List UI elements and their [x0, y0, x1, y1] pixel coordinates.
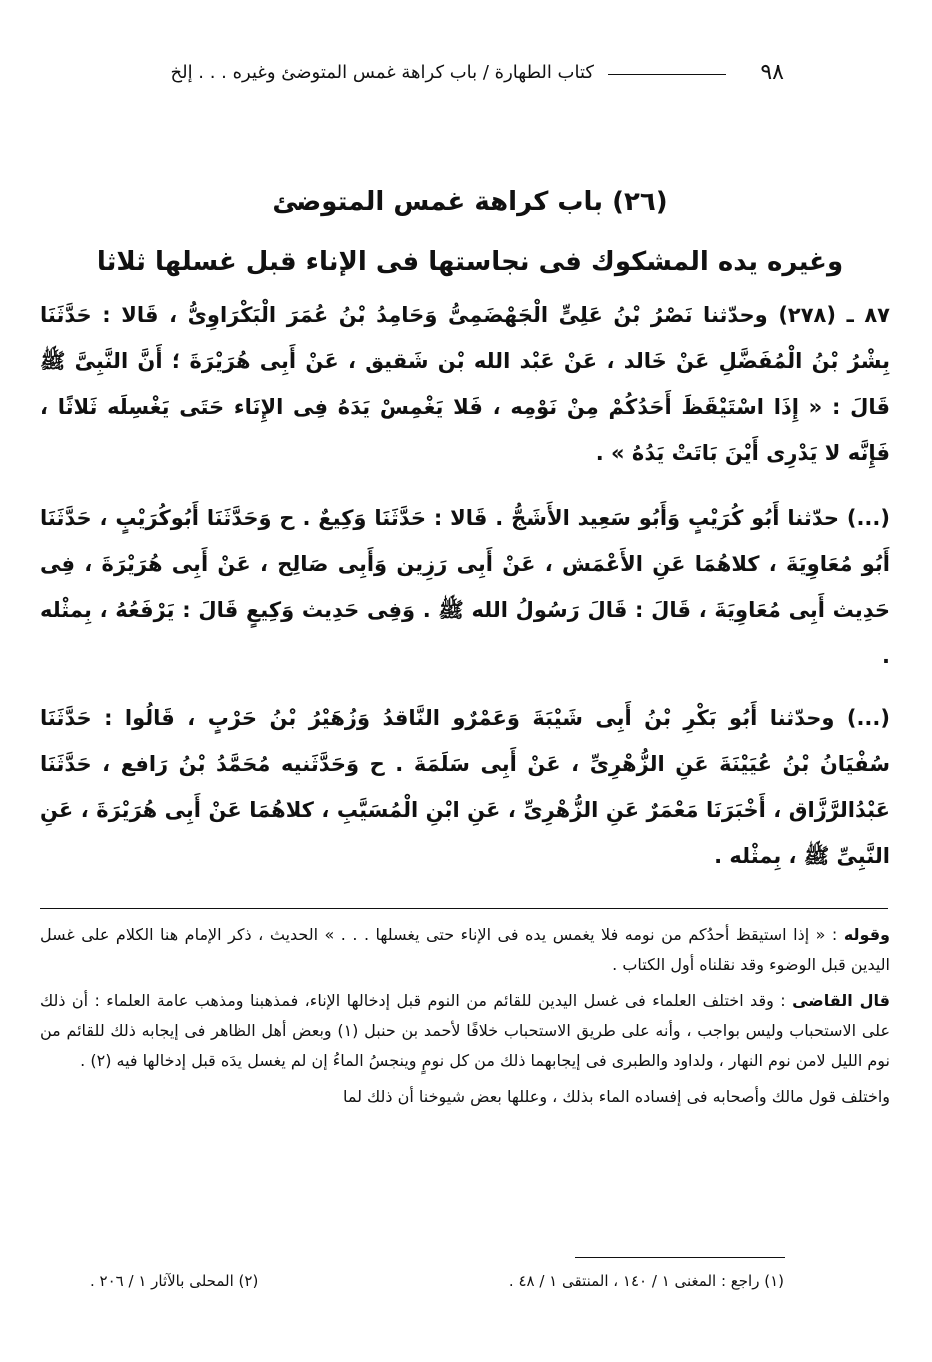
running-title: كتاب الطهارة / باب كراهة غمس المتوضئ وغيره . . . إلخ: [170, 62, 594, 83]
commentary-paragraph-1: [40, 920, 890, 980]
hadith-paragraph-1: [40, 292, 890, 476]
chapter-title-line-1: (٢٦) باب كراهة غمس المتوضئ: [272, 187, 668, 217]
endnote-1: (١) راجع : المغنى ١ / ١٤٠ ، المنتقى ١ / ٤٨ .: [508, 1272, 784, 1290]
hadith-text: ٨٧ ـ (٢٧٨) وحدّثنا نَصْرُ بْنُ عَلِىٍّ الْجَهْضَمِىُّ وَحَامِدُ بْنُ عُمَرَ الْبَكْرَاوِىُّ ، قَالا : حَدَّثَنَا بِشْرُ بْنُ الْمُفَضَّلِ عَنْ خَالد ، عَنْ عَبْد الله بْن شَقيق ، عَنْ أَبِى هُرَيْرَةَ ؛ أَنَّ النَّبِىَّ ﷺ قَالَ : « إِذَا اسْتَيْقَظَ أَحَدُكُمْ مِنْ نَوْمِه ، فَلا يَغْمِسْ يَدَهُ فِى الإِنَاء حَتَى يَغْسِلَه ثَلاثًا ، فَإِنَّه لا يَدْرِى أَيْنَ بَاتَتْ يَدُهُ » .: [40, 303, 890, 465]
chapter-heading: [40, 172, 900, 292]
commentary-lead: قال القاضى: [792, 991, 890, 1010]
running-header: [36, 60, 784, 92]
commentary-text: : « إذا استيقظ أحدُكم من نومه فلا يغمس يده فى الإناء حتى يغسلها . . . » الحديث ، ذكر الإمام هنا الكلام على غسل اليدين قبل الوضوء وقد نقلناه أول الكتاب .: [40, 925, 890, 974]
hadith-text: (...) وحدّثنا أَبُو بَكْرِ بْنُ أَبِى شَيْبَةَ وَعَمْرٌو النَّاقدُ وَزُهَيْرُ بْنُ حَرْبٍ ، قَالُوا : حَدَّثَنَا سُفْيَانُ بْنُ عُيَيْنَةَ عَنِ الزُّهْرِىِّ ، عَنْ أَبِى سَلَمَةَ . ح وَحَدَّثَنيه مُحَمَّدُ بْنُ رَافع ، حَدَّثَنَا عَبْدُالرَّزَّاق ، أَخْبَرَنَا مَعْمَرٌ عَنِ الزُّهْرِىِّ ، عَنِ ابْنِ الْمُسَيَّبِ ، كلاهُمَا عَنْ أَبِى هُرَيْرَةَ ، عَنِ النَّبِىِّ ﷺ ، بِمثْله .: [40, 706, 890, 868]
commentary-lead: وقوله: [843, 925, 890, 944]
page-number: ٩٨: [760, 60, 784, 85]
endnote-2: (٢) المحلى بالآثار ١ / ٢٠٦ .: [90, 1272, 259, 1290]
hadith-text: (...) حدّثنا أَبُو كُرَيْبٍ وَأَبُو سَعِيد الأَشَجُّ . قَالا : حَدَّثَنَا وَكِيعٌ . ح وَحَدَّثَنَا أَبُوكُرَيْبٍ ، حَدَّثَنَا أَبُو مُعَاوِيَةَ ، كلاهُمَا عَنِ الأَعْمَش ، عَنْ أَبِى رَزِين وَأَبِى صَالِح ، عَنْ أَبِى هُرَيْرَةَ ، فِى حَدِيث أَبِى مُعَاوِيَةَ ، قَالَ : قَالَ رَسُولُ الله ﷺ . وَفِى حَدِيث وَكِيعٍ قَالَ : يَرْفَعُهُ ، بِمثْله .: [40, 506, 890, 668]
commentary-divider: [40, 908, 888, 909]
hadith-paragraph-3: [40, 695, 890, 879]
commentary-section: [40, 920, 890, 1118]
chapter-title-line-2: وغيره يده المشكوك فى نجاستها فى الإناء قبل غسلها ثلاثا: [96, 247, 844, 277]
endnote-divider: [575, 1257, 785, 1258]
commentary-text: : وقد اختلف العلماء فى غسل اليدين للقائم من النوم قبل إدخالها الإناء، فمذهبنا ومذهب عامة العلماء : أن ذلك على الاستحباب وليس بواجب ، وأنه على طريق الاستحباب خلافًا لأحمد بن حنبل (١) وبعض أهل الظاهر فى إيجابه ذلك للقائم من نوم الليل لامن نوم النهار ، ولداود والطبرى فى إيجابهما ذلك من كل نومٍ وينجسُ الماءُ إن لم يغسل يدَه قبل إدخالها فيه (٢) .: [40, 991, 890, 1070]
hadith-paragraph-2: [40, 495, 890, 679]
commentary-paragraph-2: [40, 986, 890, 1076]
header-rule: [608, 74, 726, 75]
commentary-paragraph-3: واختلف قول مالك وأصحابه فى إفساده الماء بذلك ، وعللها بعض شيوخنا أن ذلك لما: [342, 1087, 890, 1106]
